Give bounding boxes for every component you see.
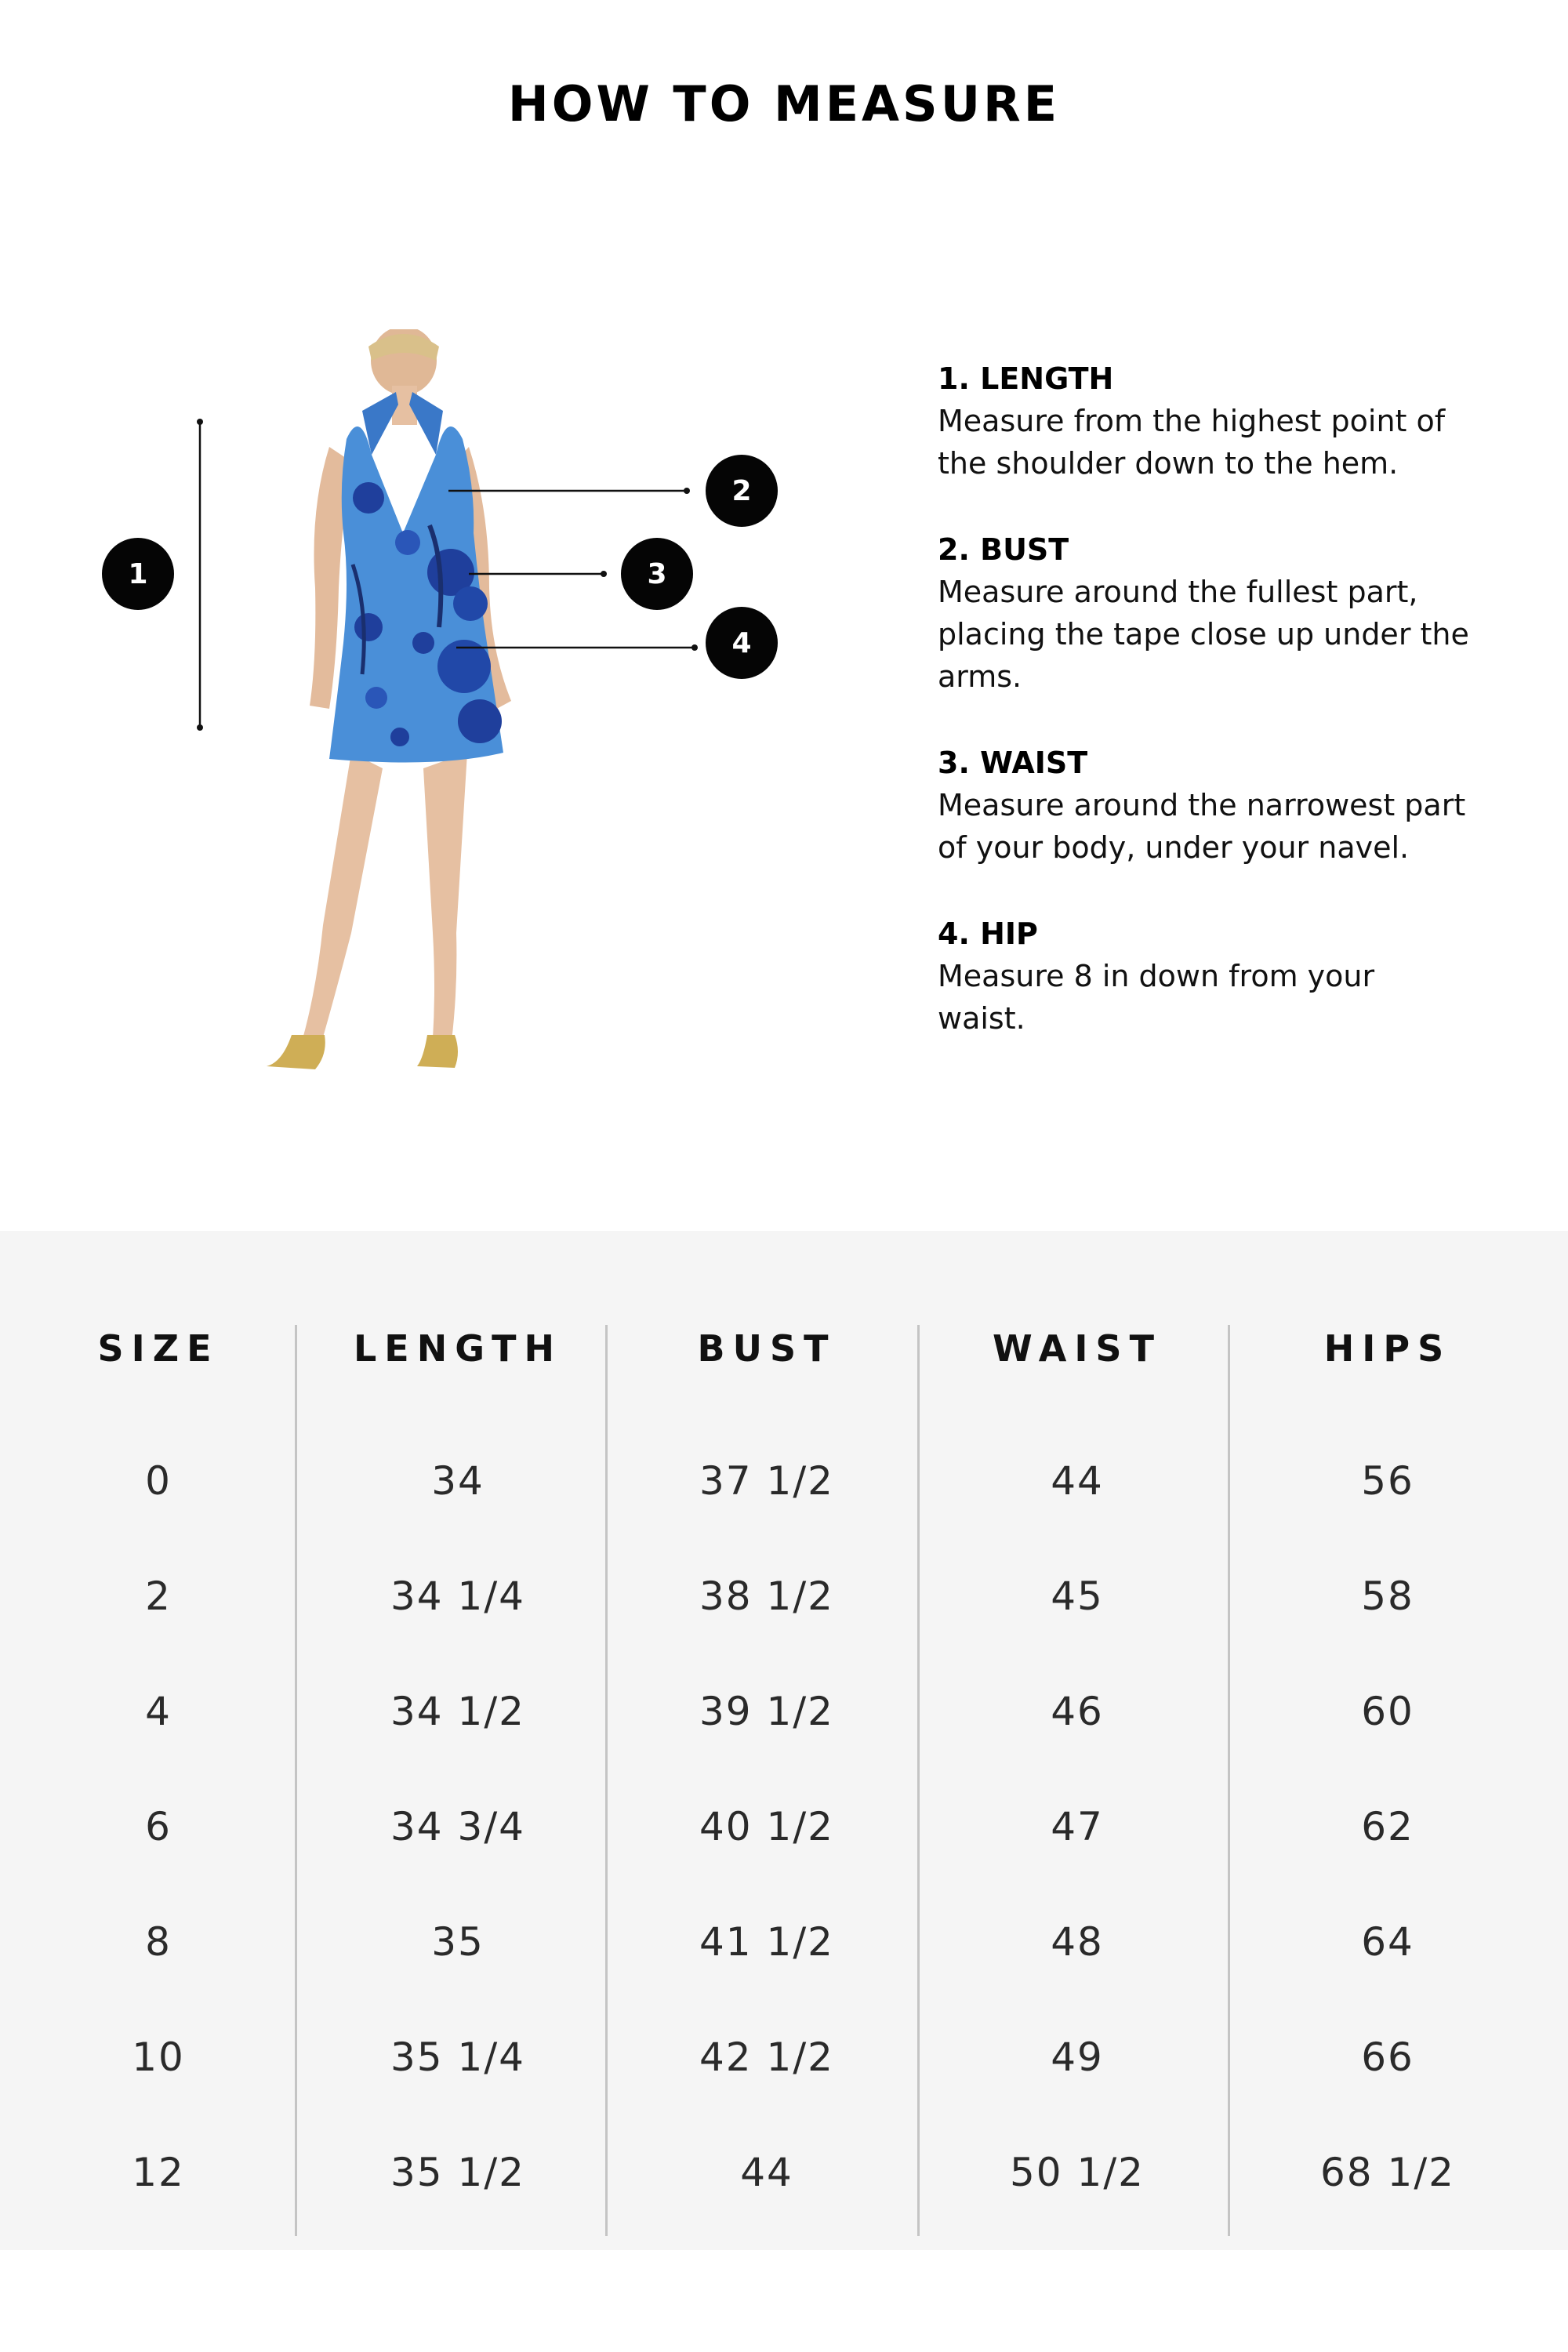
instruction-heading: 4. HIP — [938, 916, 1038, 951]
page-title: HOW TO MEASURE — [507, 75, 1061, 132]
column-length — [303, 1309, 613, 2227]
measurement-figure — [0, 329, 862, 1098]
table-cell: 68 1/2 — [1320, 2150, 1455, 2195]
instruction-heading: 3. WAIST — [938, 746, 1088, 780]
column-hips — [1232, 1309, 1543, 2227]
table-cell: 49 — [1051, 2034, 1104, 2080]
marker-waist: 3 — [621, 538, 693, 610]
table-cell: 12 — [132, 2150, 185, 2195]
table-cell: 34 1/4 — [390, 1573, 525, 1619]
column-header: BUST — [697, 1327, 837, 1370]
table-cell: 45 — [1051, 1573, 1104, 1619]
instruction-hip — [938, 913, 1471, 1040]
measurement-instructions — [938, 358, 1471, 1083]
marker-length: 1 — [102, 538, 174, 610]
instruction-text: Measure around the fullest part, placing the tape close up under the arms. — [938, 575, 1469, 694]
column-header: WAIST — [993, 1327, 1162, 1370]
table-cell: 47 — [1051, 1804, 1104, 1849]
table-cell: 34 3/4 — [390, 1804, 525, 1849]
table-cell: 35 1/2 — [390, 2150, 525, 2195]
table-cell: 46 — [1051, 1689, 1104, 1734]
instruction-heading: 1. LENGTH — [938, 361, 1114, 396]
table-cell: 66 — [1361, 2034, 1414, 2080]
column-waist — [922, 1309, 1232, 2227]
table-cell: 35 — [431, 1919, 485, 1965]
size-chart-table — [0, 1231, 1568, 2250]
instruction-heading: 2. BUST — [938, 532, 1069, 567]
table-cell: 4 — [145, 1689, 172, 1734]
table-cell: 64 — [1361, 1919, 1414, 1965]
column-header: LENGTH — [353, 1327, 563, 1370]
instruction-length — [938, 358, 1471, 485]
table-cell: 41 1/2 — [699, 1919, 834, 1965]
instruction-bust — [938, 528, 1471, 698]
table-cell: 2 — [145, 1573, 172, 1619]
table-cell: 56 — [1361, 1458, 1414, 1504]
table-cell: 58 — [1361, 1573, 1414, 1619]
instruction-text: Measure 8 in down from your waist. — [938, 959, 1375, 1036]
table-cell: 35 1/4 — [390, 2034, 525, 2080]
table-cell: 50 1/2 — [1010, 2150, 1145, 2195]
table-cell: 38 1/2 — [699, 1573, 834, 1619]
table-cell: 62 — [1361, 1804, 1414, 1849]
table-cell: 40 1/2 — [699, 1804, 834, 1849]
table-cell: 37 1/2 — [699, 1458, 834, 1504]
table-cell: 34 — [431, 1458, 485, 1504]
column-header: HIPS — [1323, 1327, 1452, 1370]
table-cell: 44 — [1051, 1458, 1104, 1504]
marker-bust: 2 — [706, 455, 778, 527]
table-cell: 42 1/2 — [699, 2034, 834, 2080]
table-cell: 48 — [1051, 1919, 1104, 1965]
table-cell: 10 — [132, 2034, 185, 2080]
column-header: SIZE — [97, 1327, 220, 1370]
instruction-text: Measure around the narrowest part of your body, under your navel. — [938, 788, 1466, 865]
instruction-waist — [938, 742, 1471, 869]
table-cell: 0 — [145, 1458, 172, 1504]
table-cell: 8 — [145, 1919, 172, 1965]
instruction-text: Measure from the highest point of the shoulder down to the hem. — [938, 404, 1446, 481]
table-cell: 44 — [740, 2150, 793, 2195]
table-cell: 39 1/2 — [699, 1689, 834, 1734]
table-cell: 60 — [1361, 1689, 1414, 1734]
column-size — [3, 1309, 314, 2227]
table-cell: 6 — [145, 1804, 172, 1849]
table-cell: 34 1/2 — [390, 1689, 525, 1734]
model-illustration — [0, 329, 862, 1098]
marker-hip: 4 — [706, 607, 778, 679]
column-bust — [612, 1309, 922, 2227]
